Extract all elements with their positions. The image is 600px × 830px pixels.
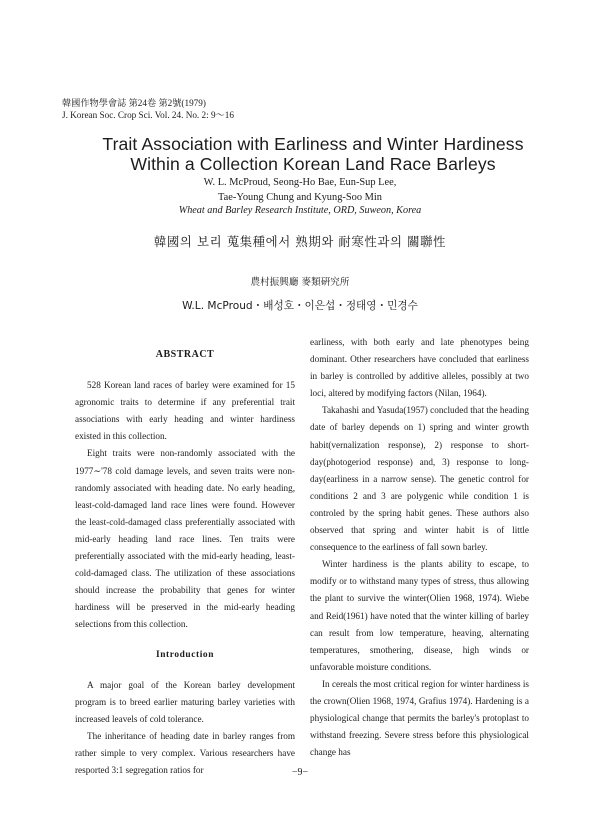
korean-institute: 農村振興廳 麥類硏究所	[250, 277, 350, 288]
body-paragraph-3: Winter hardiness is the plants ability to escape, to modify or to withstand many types of stress, thus allowing the plant to survive the winter(Olien 1968, 1974). Wiebe and Reid(1961) have noted that the winter killing of barley can result from low temperature, heaving, alternating temperatures, smothering, disease, high winds or unfavorable moisture conditions.	[310, 559, 529, 672]
author-list	[0, 175, 600, 205]
title-line-2: Within a Collection Korean Land Race Barleys	[130, 154, 496, 174]
authors-line-1: W. L. McProud, Seong-Ho Bae, Eun-Sup Lee,	[203, 177, 397, 188]
page-number: −9−	[291, 767, 309, 778]
abstract-paragraph-1: 528 Korean land races of barley were examined for 15 agronomic traits to determine if any preferential trait associations with early heading and winter hardiness existed in this collection.	[75, 380, 295, 442]
abstract-paragraph-2: Eight traits were non-randomly associated with the 1977∼'78 cold damage levels, and seven traits were non-randomly associated with heading date. No early heading, least-cold-damaged land race lines were found. However the least-cold-damaged class preferentially associated with mid-early heading land race lines. Ten traits were preferentially associated with the mid-early heading, least-cold-damaged class. The utilization of these associations should increase the probability that genes for winter hardiness will be preserved in the mid-early heading selections from this collection.	[75, 448, 295, 630]
right-column	[310, 334, 529, 761]
korean-title: 韓國의 보리 蒐集種에서 熟期와 耐寒性과의 關聯性	[153, 234, 447, 249]
title-line-1: Trait Association with Earliness and Winter Hardiness	[102, 134, 524, 154]
journal-name-korean: 韓國作物學會誌 第24卷 第2號(1979)	[62, 98, 206, 108]
body-paragraph-1: earliness, with both early and late phenotypes being dominant. Other researchers have concluded that earliness in barley is controlled by additive alleles, possibly at two loci, altered by modifying factors (Nilan, 1964).	[310, 337, 529, 399]
body-paragraph-2: Takahashi and Yasuda(1957) concluded that the heading date of barley depends on 1) spring and winter growth habit(vernalization response), 2) response to short-day(photogeriod response) and, 3) response to long-day(earliness in a narrow sense). The genetic control for conditions 2 and 3 are polygenic while condition 1 is controled by the spring habit genes. These authors also observed that spring and winter habit is of little consequence to the earliness of fall sown barley.	[310, 405, 529, 553]
authors-line-2: Tae-Young Chung and Kyung-Soo Min	[218, 192, 382, 203]
journal-citation	[62, 97, 234, 121]
introduction-heading: Introduction	[155, 649, 215, 660]
paper-title	[0, 134, 600, 174]
abstract-heading: ABSTRACT	[155, 349, 215, 360]
intro-paragraph-1: A major goal of the Korean barley development program is to breed earlier maturing barley varieties with increased leavels of cold tolerance.	[75, 679, 295, 724]
korean-authors: W.L. McProud・배성호・이은섭・정태영・민경수	[182, 300, 418, 312]
left-column	[75, 346, 295, 779]
institute-affiliation: Wheat and Barley Research Institute, ORD, Suweon, Korea	[178, 205, 422, 216]
journal-name-english: J. Korean Soc. Crop Sci. Vol. 24. No. 2: 9～16	[62, 110, 234, 120]
body-paragraph-4: In cereals the most critical region for winter hardiness is the crown(Olien 1968, 1974, Grafius 1974). Hardening is a physiological change that permits the barley's protoplast to withstand freezing. Severe stress before this physiological change has	[310, 678, 529, 758]
intro-paragraph-2: The inheritance of heading date in barley ranges from rather simple to very complex. Various researchers have resported 3:1 segregation ratios for	[75, 730, 295, 776]
